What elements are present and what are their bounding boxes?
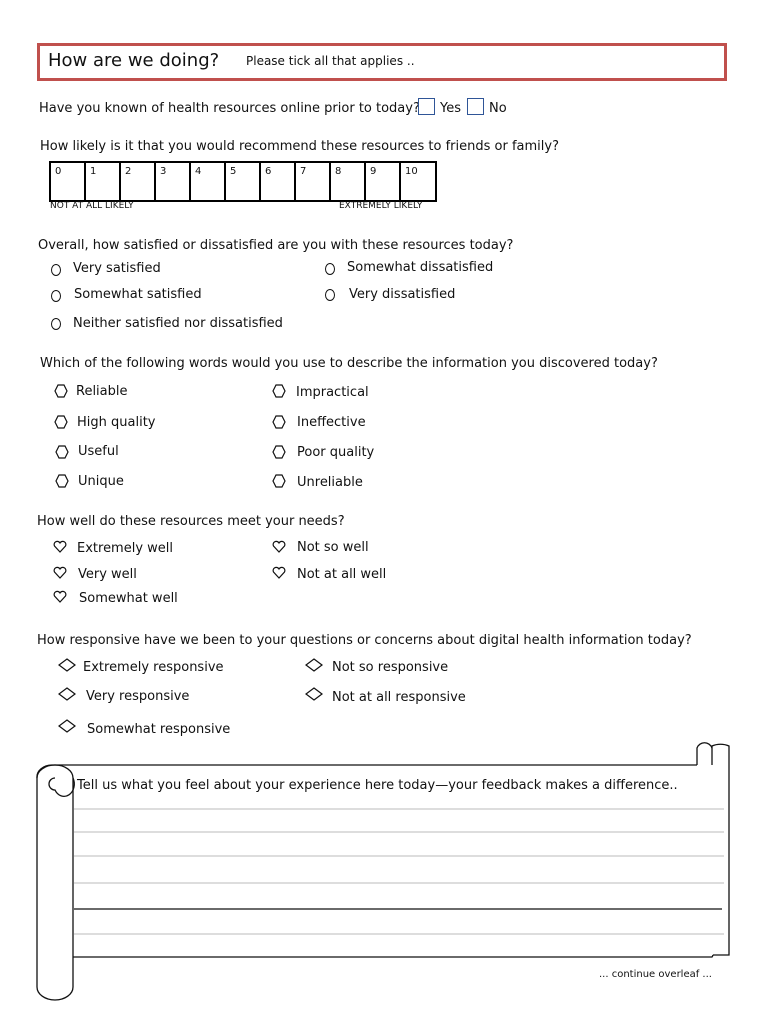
scale-cell-0[interactable]: 0 — [51, 163, 86, 200]
impractical-label: Impractical — [296, 385, 369, 400]
somewhat-satisfied-label: Somewhat satisfied — [74, 287, 202, 302]
extremely-well-label: Extremely well — [77, 541, 174, 556]
scale-cell-1[interactable]: 1 — [86, 163, 121, 200]
not-at-all-well-label: Not at all well — [297, 567, 387, 582]
q1-question: Have you known of health resources online prior to today? — [39, 101, 420, 116]
feedback-prompt: Tell us what you feel about your experience here today—your feedback makes a difference.. — [77, 778, 678, 793]
somewhat-responsive-label: Somewhat responsive — [87, 722, 231, 737]
not-so-responsive-label: Not so responsive — [332, 660, 449, 675]
scale-cell-10[interactable]: 10 — [401, 163, 437, 200]
no-label: No — [489, 101, 507, 116]
ineffective-label: Ineffective — [297, 415, 366, 430]
scale-cell-2[interactable]: 2 — [121, 163, 156, 200]
q5-question: How well do these resources meet your needs? — [37, 514, 345, 529]
q2-question: How likely is it that you would recommend these resources to friends or family? — [40, 139, 559, 154]
scale-cell-6[interactable]: 6 — [261, 163, 296, 200]
very-well-label: Very well — [78, 567, 137, 582]
scale-cell-8[interactable]: 8 — [331, 163, 366, 200]
page-title: How are we doing? — [48, 50, 220, 71]
useful-label: Useful — [78, 444, 119, 459]
high-quality-label: High quality — [77, 415, 156, 430]
poor-quality-label: Poor quality — [297, 445, 375, 460]
not-at-all-responsive-label: Not at all responsive — [332, 690, 466, 705]
very-satisfied-label: Very satisfied — [73, 261, 161, 276]
reliable-label: Reliable — [76, 384, 128, 399]
q4-question: Which of the following words would you use to describe the information you discovered today? — [40, 356, 658, 371]
instruction-text: Please tick all that applies .. — [246, 54, 415, 68]
continue-overleaf-note: ... continue overleaf ... — [599, 969, 712, 980]
unique-label: Unique — [78, 474, 124, 489]
yes-label: Yes — [440, 101, 461, 116]
very-responsive-label: Very responsive — [86, 689, 190, 704]
unreliable-label: Unreliable — [297, 475, 363, 490]
q3-question: Overall, how satisfied or dissatisfied are you with these resources today? — [38, 238, 514, 253]
scale-cell-3[interactable]: 3 — [156, 163, 191, 200]
extremely-responsive-label: Extremely responsive — [83, 660, 224, 675]
somewhat-well-label: Somewhat well — [79, 591, 178, 606]
scale-low-label: NOT AT ALL LIKELY — [50, 201, 134, 211]
not-so-well-label: Not so well — [297, 540, 369, 555]
scale-cell-7[interactable]: 7 — [296, 163, 331, 200]
scale-high-label: EXTREMELY LIKELY — [339, 201, 423, 211]
neither-label: Neither satisfied nor dissatisfied — [73, 316, 283, 331]
feedback-text-area[interactable] — [74, 800, 724, 950]
scale-cell-9[interactable]: 9 — [366, 163, 401, 200]
q6-question: How responsive have we been to your questions or concerns about digital health information today? — [37, 633, 692, 648]
scale-cell-5[interactable]: 5 — [226, 163, 261, 200]
somewhat-dissatisfied-label: Somewhat dissatisfied — [347, 260, 494, 275]
scale-cell-4[interactable]: 4 — [191, 163, 226, 200]
very-dissatisfied-label: Very dissatisfied — [349, 287, 456, 302]
